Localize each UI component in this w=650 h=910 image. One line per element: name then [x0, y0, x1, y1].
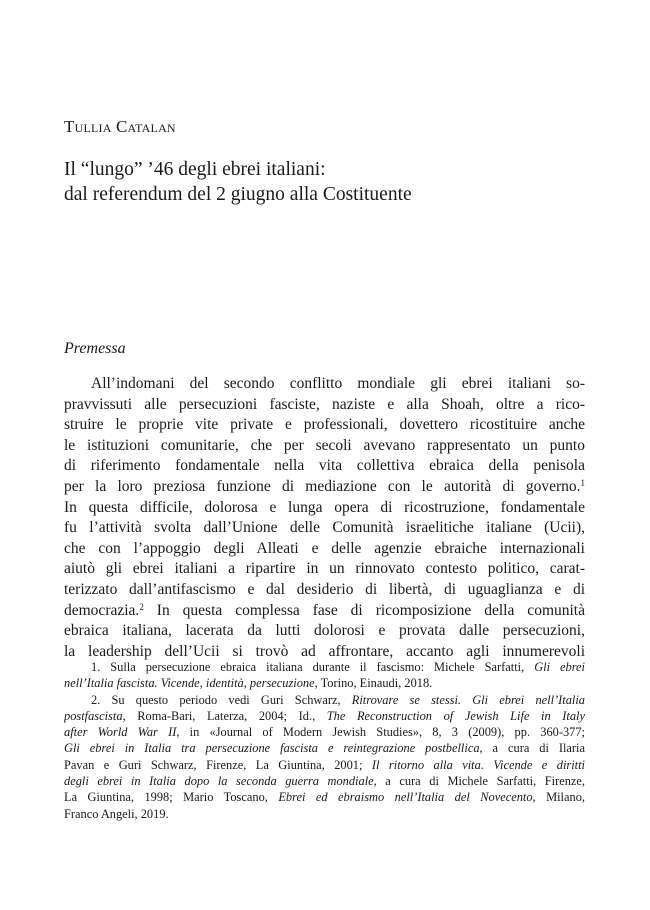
footnote-2-line: La Giuntina, 1998; Mario Toscano, Ebrei ed ebraismo nell’Italia del Novecento, Milano,: [64, 790, 585, 805]
body-line: terizzato dall’antifascismo e dal desiderio di libertà, di uguaglianza e di: [64, 580, 585, 598]
title-line-1: Il “lungo” ’46 degli ebrei italiani:: [64, 159, 326, 180]
body-line: di riferimento fondamentale nella vita collettiva ebraica della penisola: [64, 457, 585, 475]
footnote-2-line: Gli ebrei in Italia tra persecuzione fascista e reintegrazione postbellica, a cura di Ilaria: [64, 741, 585, 756]
footnote-ref-2[interactable]: 2: [139, 601, 144, 612]
section-heading: Premessa: [64, 340, 126, 357]
body-line: ebraica italiana, lacerata da lutti dolorosi e provata dalle persecuzioni,: [64, 622, 585, 640]
footnote-2-line: after World War II, in «Journal of Modern Jewish Studies», 8, 3 (2009), pp. 360-377;: [64, 725, 585, 740]
body-line: In questa difficile, dolorosa e lunga opera di ricostruzione, fondamentale: [64, 498, 585, 516]
footnotes: [64, 659, 585, 822]
body-line: per la loro preziosa funzione di mediazione con le autorità di governo.$^1$: [64, 477, 585, 495]
body-line: la leadership dell’Ucii si trovò ad affrontare, accanto agli innumerevoli: [64, 642, 585, 660]
footnote-2-line: postfascista, Roma-Bari, Laterza, 2004; Id., The Reconstruction of Jewish Life in Italy: [64, 708, 585, 723]
article-title: [64, 157, 604, 207]
body-line: pravvissuti alle persecuzioni fasciste, naziste e alla Shoah, oltre a rico-: [64, 395, 585, 413]
footnote-2-line: 2. Su questo periodo vedi Guri Schwarz, Ritrovare se stessi. Gli ebrei nell’Italia: [91, 692, 585, 707]
body-line: struire le proprie vite private e professionali, dovettero ricostituire anche: [64, 416, 585, 434]
footnote-2-line: Franco Angeli, 2019.: [64, 806, 169, 821]
footnote-2-line: degli ebrei in Italia dopo la seconda guerra mondiale, a cura di Michele Sarfatti, Firenze,: [64, 774, 585, 789]
body-line: aiutò gli ebrei italiani a ripartire in un rinnovato contesto politico, carat-: [64, 560, 585, 578]
footnote-1-line: nell’Italia fascista. Vicende, identità, persecuzione, Torino, Einaudi, 2018.: [64, 676, 433, 691]
body-line: le istituzioni comunitarie, che per secoli avevano rappresentato un punto: [64, 436, 585, 454]
title-line-2: dal referendum del 2 giugno alla Costituente: [64, 184, 412, 205]
footnote-ref-1[interactable]: 1: [580, 477, 585, 488]
body-line: democrazia.$^2$ In questa complessa fase di ricomposizione della comunità: [64, 601, 585, 619]
body-line: fu l’attività svolta dall’Unione delle Comunità israelitiche italiane (Ucii),: [64, 519, 585, 537]
author-name: Tullia Catalan: [64, 117, 176, 136]
footnote-2-line: Pavan e Guri Schwarz, Firenze, La Giuntina, 2001; Il ritorno alla vita. Vicende e diritti: [64, 757, 585, 772]
footnote-1-line: 1. Sulla persecuzione ebraica italiana durante il fascismo: Michele Sarfatti, Gli ebrei: [91, 660, 585, 674]
body-line: All’indomani del secondo conflitto mondiale gli ebrei italiani so-: [91, 375, 585, 392]
body-line: che con l’appoggio degli Alleati e delle agenzie ebraiche internazionali: [64, 539, 585, 557]
body-paragraph: [64, 374, 585, 662]
